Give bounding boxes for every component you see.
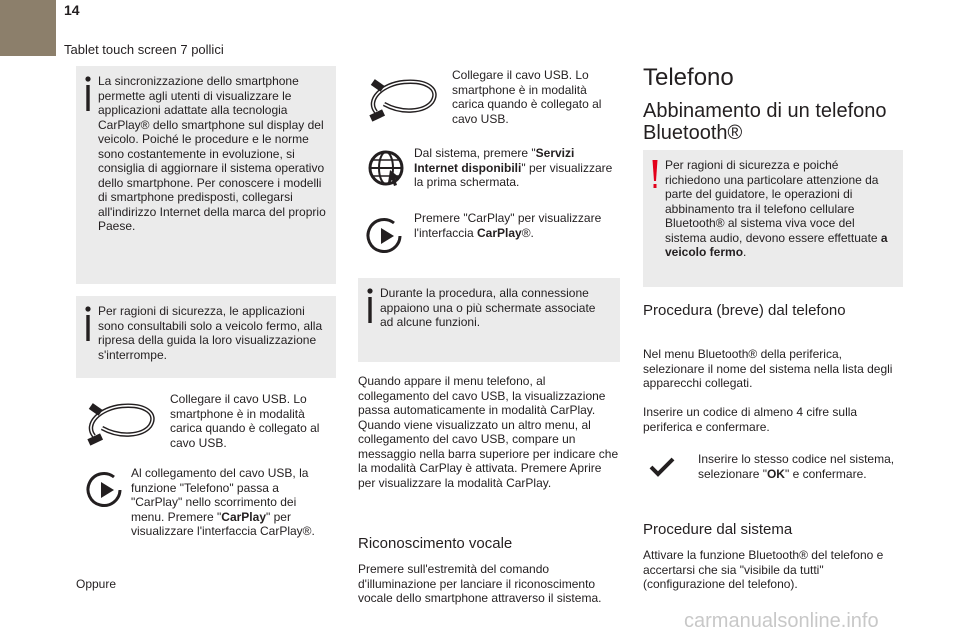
- info-text-safety: Per ragioni di sicurezza, le applicazioni sono consultabili solo a veicolo fermo, alla ripresa della guida la loro visualizzazione s'interrompe.: [98, 304, 323, 362]
- internet-services-icon: [366, 148, 406, 188]
- usb-connect-text: Al collegamento del cavo USB, la funzione "Telefono" passa a "CarPlay" nello scorrimento dei menu. Premere "CarPlay" per visualizzare l'interfaccia CarPlay®.: [131, 466, 315, 538]
- page-tab: [0, 0, 56, 56]
- section-subtitle: Abbinamento di un telefono Bluetooth®: [643, 100, 887, 144]
- ok-instruction-text: Inserire lo stesso codice nel sistema, selezionare "OK" e confermare.: [698, 452, 895, 481]
- short-procedure-text-1: Nel menu Bluetooth® della periferica, selezionare il nome del sistema nella lista degli apparecchi collegati.: [643, 347, 893, 390]
- carplay-icon: [366, 216, 406, 256]
- internet-services-text: Dal sistema, premere "Servizi Internet disponibili" per visualizzare la prima schermata.: [414, 146, 613, 189]
- usb-cable-icon: [362, 68, 444, 126]
- page-number: 14: [64, 2, 80, 18]
- info-icon: [82, 76, 94, 112]
- info-text-procedure: Durante la procedura, alla connessione appaiono una o più schermate associate ad alcune funzioni.: [380, 286, 596, 329]
- info-icon: [364, 288, 376, 324]
- short-procedure-text-2: Inserire un codice di almeno 4 cifre sulla periferica e confermare.: [643, 405, 858, 434]
- check-icon: [649, 457, 675, 477]
- system-procedure-text: Attivare la funzione Bluetooth® del telefono e accertarsi che sia "visibile da tutti" (configurazione del telefono).: [643, 548, 884, 591]
- carplay-icon: [86, 470, 126, 510]
- carplay-instruction-text: Premere "CarPlay" per visualizzare l'interfaccia CarPlay®.: [414, 211, 602, 240]
- section-title: Telefono: [643, 64, 734, 91]
- info-box-sync: [76, 66, 336, 284]
- phone-menu-text: Quando appare il menu telefono, al collegamento del cavo USB, la visualizzazione passa automaticamente in modalità CarPlay. Quando viene visualizzato un altro menu, al collegamento del cavo USB, compare un messaggio nella barra superiore per indicare che la modalità CarPlay è attivata. Premere Aprire per visualizzare la modalità CarPlay.: [358, 374, 619, 490]
- watermark: carmanualsonline.info: [684, 610, 879, 632]
- voice-recognition-heading: Riconoscimento vocale: [358, 535, 513, 552]
- warning-text: Per ragioni di sicurezza e poiché richiedono una particolare attenzione da parte del guidatore, le operazioni di abbinamento tra il telefono cellulare Bluetooth® al sistema viva voce del sistema audio, devono essere effettuate a veicolo fermo.: [665, 158, 888, 259]
- usb-instruction-text: Collegare il cavo USB. Lo smartphone è in modalità carica quando è collegato al cavo USB.: [170, 392, 320, 450]
- short-procedure-heading: Procedura (breve) dal telefono: [643, 302, 846, 319]
- warning-box: [643, 150, 903, 287]
- usb-instruction-text: Collegare il cavo USB. Lo smartphone è in modalità carica quando è collegato al cavo USB.: [452, 68, 602, 126]
- system-procedure-heading: Procedure dal sistema: [643, 521, 793, 538]
- usb-cable-icon: [80, 392, 162, 450]
- info-box-procedure: [358, 278, 620, 362]
- page-header: Tablet touch screen 7 pollici: [64, 42, 224, 57]
- info-text-sync: La sincronizzazione dello smartphone permette agli utenti di visualizzare le applicazioni adattate alla tecnologia CarPlay® dello smartphone sul display del veicolo. Poiché le procedure e le norme sono costantemente in evoluzione, si consiglia di aggiornare il sistema operativo dello smartphone. Per conoscere i modelli di smartphone predisposti, collegarsi all'indirizzo Internet della marca del proprio Paese.: [98, 74, 326, 233]
- warning-icon: [651, 160, 659, 190]
- oppure-text: Oppure: [76, 577, 117, 591]
- info-icon: [82, 306, 94, 342]
- voice-recognition-text: Premere sull'estremità del comando d'illuminazione per lanciare il riconoscimento vocale dello smartphone attraverso il sistema.: [358, 562, 602, 605]
- info-box-safety: [76, 296, 336, 378]
